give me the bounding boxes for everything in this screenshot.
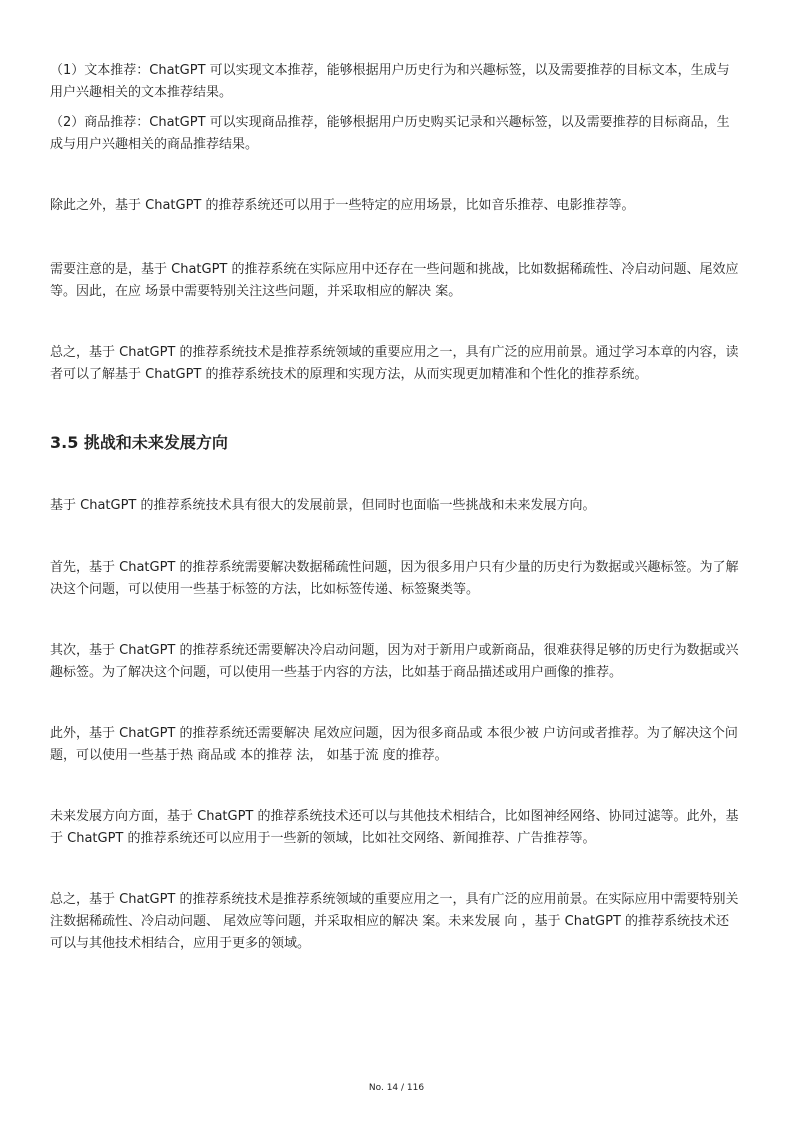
paragraph-long-tail: 此外，基于 ChatGPT 的推荐系统还需要解决 尾效应问题，因为很多商品或 本很少被 户访问或者推荐。为了解决这个问题，可以使用一些基于热 商品或 本的推荐 法， 如基于流 度的推荐。	[50, 726, 738, 763]
paragraph-text-recommendation: （1）文本推荐：ChatGPT 可以实现文本推荐，能够根据用户历史行为和兴趣标签，以及需要推荐的目标文本，生成与用户兴趣相关的文本推荐结果。	[50, 63, 730, 100]
paragraph-notes-challenges: 需要注意的是，基于 ChatGPT 的推荐系统在实际应用中还存在一些问题和挑战，比如数据稀疏性、冷启动问题、尾效应等。因此，在应 场景中需要特别关注这些问题，并采取相应的解决 案。	[50, 262, 739, 299]
paragraph-cold-start: 其次，基于 ChatGPT 的推荐系统还需要解决冷启动问题，因为对于新用户或新商品，很难获得足够的历史行为数据或兴趣标签。为了解决这个问题，可以使用一些基于内容的方法，比如基于商品描述或用户画像的推荐。	[50, 643, 739, 680]
paragraph-conclusion: 总之，基于 ChatGPT 的推荐系统技术是推荐系统领域的重要应用之一，具有广泛的应用前景。在实际应用中需要特别关注数据稀疏性、冷启动问题、 尾效应等问题，并采取相应的解决 案。未来发展 向 ，基于 ChatGPT 的推荐系统技术还可以与其他技术相结合，应用于更多的领域。	[50, 892, 739, 951]
paragraph-summary: 总之，基于 ChatGPT 的推荐系统技术是推荐系统领域的重要应用之一，具有广泛的应用前景。通过学习本章的内容，读者可以了解基于 ChatGPT 的推荐系统技术的原理和实现方法，从而实现更加精准和个性化的推荐系统。	[50, 345, 739, 382]
paragraph-future-directions: 未来发展方向方面，基于 ChatGPT 的推荐系统技术还可以与其他技术相结合，比如图神经网络、协同过滤等。此外，基于 ChatGPT 的推荐系统还可以应用于一些新的领域，比如社交网络、新闻推荐、广告推荐等。	[50, 809, 739, 846]
paragraph-other-scenarios: 除此之外，基于 ChatGPT 的推荐系统还可以用于一些特定的应用场景，比如音乐推荐、电影推荐等。	[50, 198, 635, 213]
page-number-footer: No. 14 / 116	[368, 1083, 425, 1093]
section-heading: 3.5 挑战和未来发展方向	[50, 433, 228, 452]
paragraph-data-sparsity: 首先，基于 ChatGPT 的推荐系统需要解决数据稀疏性问题，因为很多用户只有少量的历史行为数据或兴趣标签。为了解决这个问题，可以使用一些基于标签的方法，比如标签传递、标签聚类等。	[50, 560, 739, 597]
paragraph-intro-challenges: 基于 ChatGPT 的推荐系统技术具有很大的发展前景，但同时也面临一些挑战和未来发展方向。	[50, 498, 596, 513]
paragraph-product-recommendation: （2）商品推荐：ChatGPT 可以实现商品推荐，能够根据用户历史购买记录和兴趣标签，以及需要推荐的目标商品，生成与用户兴趣相关的商品推荐结果。	[50, 115, 730, 152]
